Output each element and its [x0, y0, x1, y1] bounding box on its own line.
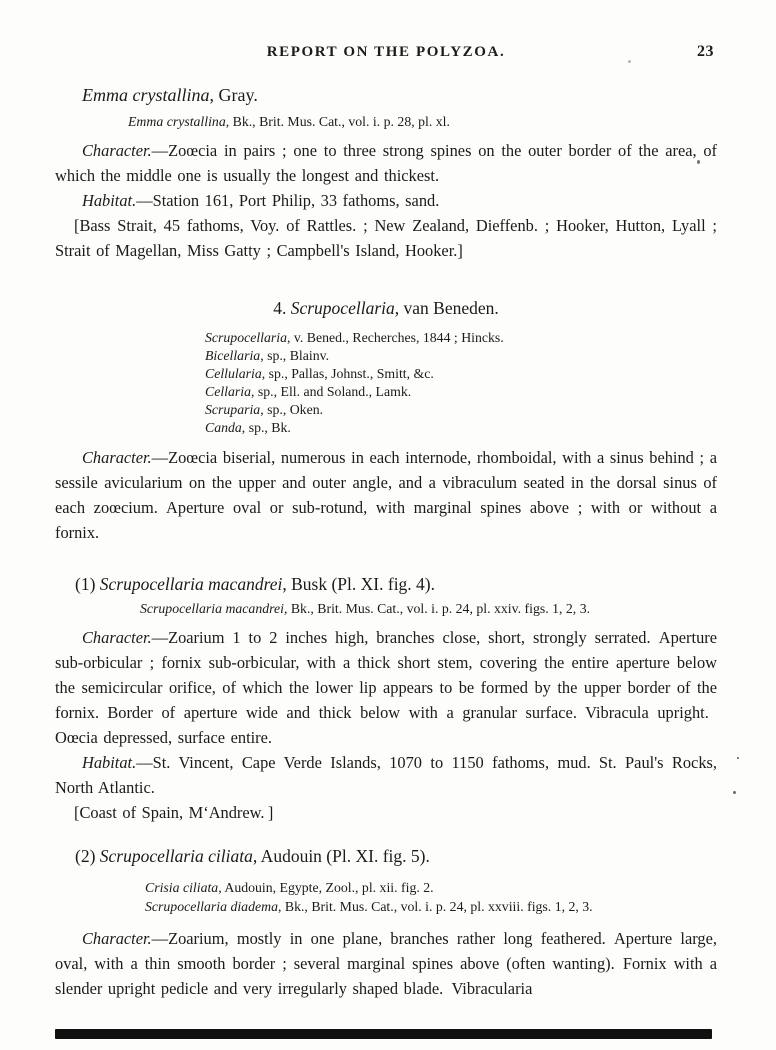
species-number: (1) — [75, 574, 100, 594]
scan-speck — [737, 757, 739, 759]
genus-number: 4. — [273, 298, 291, 318]
citation-species-name: Crisia ciliata — [145, 880, 219, 895]
character-paragraph-emma — [55, 138, 717, 188]
page-header — [55, 44, 717, 60]
citation-ciliata-1 — [145, 878, 717, 897]
distribution-note-macandrei — [55, 800, 717, 825]
character-paragraph-macandrei — [55, 625, 717, 750]
synonym-name: Scruparia — [205, 402, 261, 417]
species-author: , Audouin (Pl. XI. fig. 5). — [252, 846, 430, 866]
distribution-text: [Coast of Spain, M‘Andrew. ] — [74, 803, 274, 822]
character-label: Character. — [82, 929, 152, 948]
character-paragraph-genus — [55, 445, 717, 545]
synonym-name: Bicellaria — [205, 348, 261, 363]
scan-speck — [628, 60, 631, 63]
synonym-reference: , sp., Oken. — [260, 402, 324, 417]
distribution-note-emma — [55, 213, 717, 263]
species-heading-emma-crystallina — [82, 84, 717, 106]
habitat-text: —St. Vincent, Cape Verde Islands, 1070 to 1150 fathoms, mud. St. Paul's Rocks, North Atlantic. — [55, 753, 717, 797]
habitat-paragraph-macandrei — [55, 750, 717, 800]
citation-reference: , Bk., Brit. Mus. Cat., vol. i. p. 28, pl. xl. — [225, 114, 450, 129]
species-number: (2) — [75, 846, 100, 866]
running-title: REPORT ON THE POLYZOA. — [266, 44, 506, 60]
synonym-line — [205, 419, 717, 437]
synonym-reference: , sp., Pallas, Johnst., Smitt, &c. — [261, 366, 434, 381]
synonym-reference: , sp., Bk. — [241, 420, 291, 435]
character-label: Character. — [82, 448, 152, 467]
genus-heading-scrupocellaria — [55, 297, 717, 319]
scan-speck — [697, 160, 700, 164]
habitat-label: Habitat. — [82, 191, 137, 210]
synonym-reference: , v. Bened., Recherches, 1844 ; Hincks. — [287, 330, 504, 345]
habitat-label: Habitat. — [82, 753, 137, 772]
character-label: Character. — [82, 628, 152, 647]
scan-speck — [733, 791, 736, 794]
character-label: Character. — [82, 141, 152, 160]
character-text: —Zoœcia in pairs ; one to three strong spines on the outer border of the area, of which the middle one is usually the longest and thickest. — [55, 141, 717, 185]
genus-author: , van Beneden. — [394, 298, 499, 318]
citation-emma-crystallina — [128, 113, 717, 130]
synonym-line — [205, 347, 717, 365]
citation-ciliata-2 — [145, 897, 717, 916]
character-text: —Zoarium, mostly in one plane, branches rather long feathered. Aperture large, oval, with a thin smooth border ; several marginal spines above (often wanting). Fornix with a slender upright pedicle and very irregularly shaped blade. Vibracularia — [55, 929, 717, 998]
citation-species-name: Emma crystallina — [128, 114, 226, 129]
page-number: 23 — [697, 43, 714, 60]
synonym-reference: , sp., Ell. and Soland., Lamk. — [251, 384, 412, 399]
scan-artifact-bar — [55, 1029, 712, 1039]
character-text: —Zoarium 1 to 2 inches high, branches close, short, strongly serrated. Aperture sub-orbicular ; fornix sub-orbicular, with a thick short stem, covering the entire aperture below the semicircular orifice, of which the lower lip appears to be formed by the upper border of the fornix. Border of aperture wide and thick below with a granular surface. Vibracula upright. Oœcia depressed, surface entire. — [55, 628, 717, 747]
synonym-list — [205, 329, 717, 437]
character-text: —Zoœcia biserial, numerous in each internode, rhomboidal, with a sinus behind ; a sessile avicularium on the upper and outer angle, and a vibraculum seated in the dorsal sinus of each zoœcium. Aperture oval or sub-rotund, with marginal spines above ; with or without a fornix. — [55, 448, 717, 542]
distribution-text: [Bass Strait, 45 fathoms, Voy. of Rattles. ; New Zealand, Dieffenb. ; Hooker, Hutton, Lyall ; Strait of Magellan, Miss Gatty ; Campbell's Island, Hooker.] — [55, 216, 717, 260]
character-paragraph-ciliata — [55, 926, 717, 1001]
synonym-line — [205, 329, 717, 347]
species-heading-macandrei — [75, 573, 717, 595]
citation-reference: , Audouin, Egypte, Zool., pl. xii. fig. 2. — [218, 880, 434, 895]
synonym-reference: , sp., Blainv. — [260, 348, 330, 363]
synonym-line — [205, 401, 717, 419]
species-heading-ciliata — [75, 845, 717, 867]
synonym-name: Cellaria — [205, 384, 251, 399]
citation-macandrei — [140, 600, 717, 617]
species-name: Emma crystallina — [82, 85, 210, 105]
synonym-name: Canda — [205, 420, 242, 435]
synonym-line — [205, 365, 717, 383]
synonym-name: Cellularia — [205, 366, 262, 381]
citation-reference: , Bk., Brit. Mus. Cat., vol. i. p. 24, pl. xxiv. figs. 1, 2, 3. — [283, 601, 591, 616]
species-name: Scrupocellaria macandrei — [99, 574, 283, 594]
habitat-paragraph-emma — [55, 188, 717, 213]
species-name: Scrupocellaria ciliata — [99, 846, 253, 866]
genus-name: Scrupocellaria — [290, 298, 395, 318]
synonym-name: Scrupocellaria — [205, 330, 287, 345]
species-author: , Gray. — [209, 85, 258, 105]
synonym-line — [205, 383, 717, 401]
species-author: , Busk (Pl. XI. fig. 4). — [282, 574, 436, 594]
citation-reference: , Bk., Brit. Mus. Cat., vol. i. p. 24, pl. xxviii. figs. 1, 2, 3. — [277, 899, 593, 914]
citation-species-name: Scrupocellaria diadema — [145, 899, 278, 914]
habitat-text: —Station 161, Port Philip, 33 fathoms, sand. — [136, 191, 440, 210]
citation-species-name: Scrupocellaria macandrei — [140, 601, 284, 616]
